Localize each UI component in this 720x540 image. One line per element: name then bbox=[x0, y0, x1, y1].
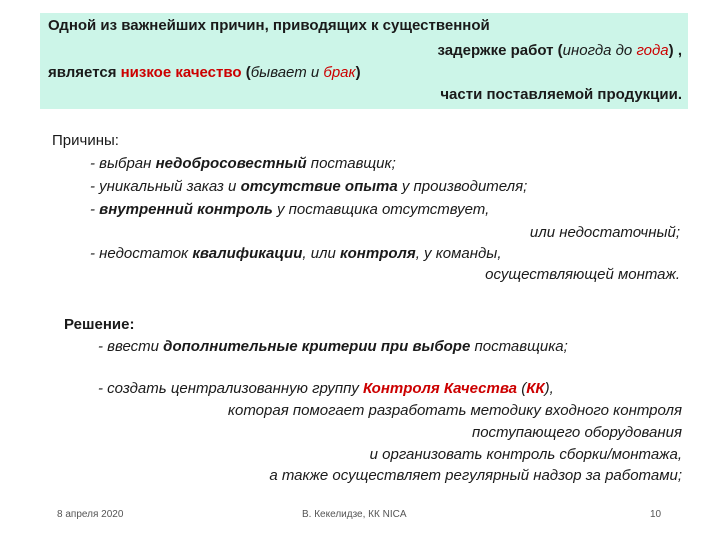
footer-author: В. Кекелидзе, КК NICA bbox=[302, 509, 407, 520]
footer-page-number: 10 bbox=[650, 509, 662, 520]
solution-2: - создать централизованную группу Контроля Качества (КК), bbox=[98, 380, 554, 397]
intro-line-3: является низкое качество (бывает и брак) bbox=[48, 64, 361, 81]
solution-2-line-5: а также осуществляет регулярный надзор за работами; bbox=[269, 467, 682, 484]
cause-3: - внутренний контроль у поставщика отсутствует, bbox=[90, 201, 490, 218]
intro-line-4: части поставляемой продукции. bbox=[440, 86, 682, 103]
solution-2-line-4: и организовать контроль сборки/монтажа, bbox=[369, 446, 682, 463]
intro-line-2: задержке работ (иногда до года) , bbox=[437, 42, 682, 59]
cause-3-continuation: или недостаточный; bbox=[529, 224, 680, 241]
causes-title: Причины: bbox=[52, 132, 119, 149]
footer-date: 8 апреля 2020 bbox=[57, 509, 124, 520]
cause-4-continuation: осуществляющей монтаж. bbox=[485, 266, 680, 283]
solution-2-line-2: которая помогает разработать методику входного контроля bbox=[227, 402, 682, 419]
solution-2-line-3: поступающего оборудования bbox=[471, 424, 682, 441]
cause-1: - выбран недобросовестный поставщик; bbox=[90, 155, 396, 172]
intro-line-1: Одной из важнейших причин, приводящих к существенной bbox=[48, 17, 490, 34]
cause-4: - недостаток квалификации, или контроля, у команды, bbox=[90, 245, 502, 262]
solution-1: - ввести дополнительные критерии при выборе поставщика; bbox=[98, 338, 568, 355]
solution-title: Решение: bbox=[64, 316, 135, 333]
cause-2: - уникальный заказ и отсутствие опыта у производителя; bbox=[90, 178, 528, 195]
